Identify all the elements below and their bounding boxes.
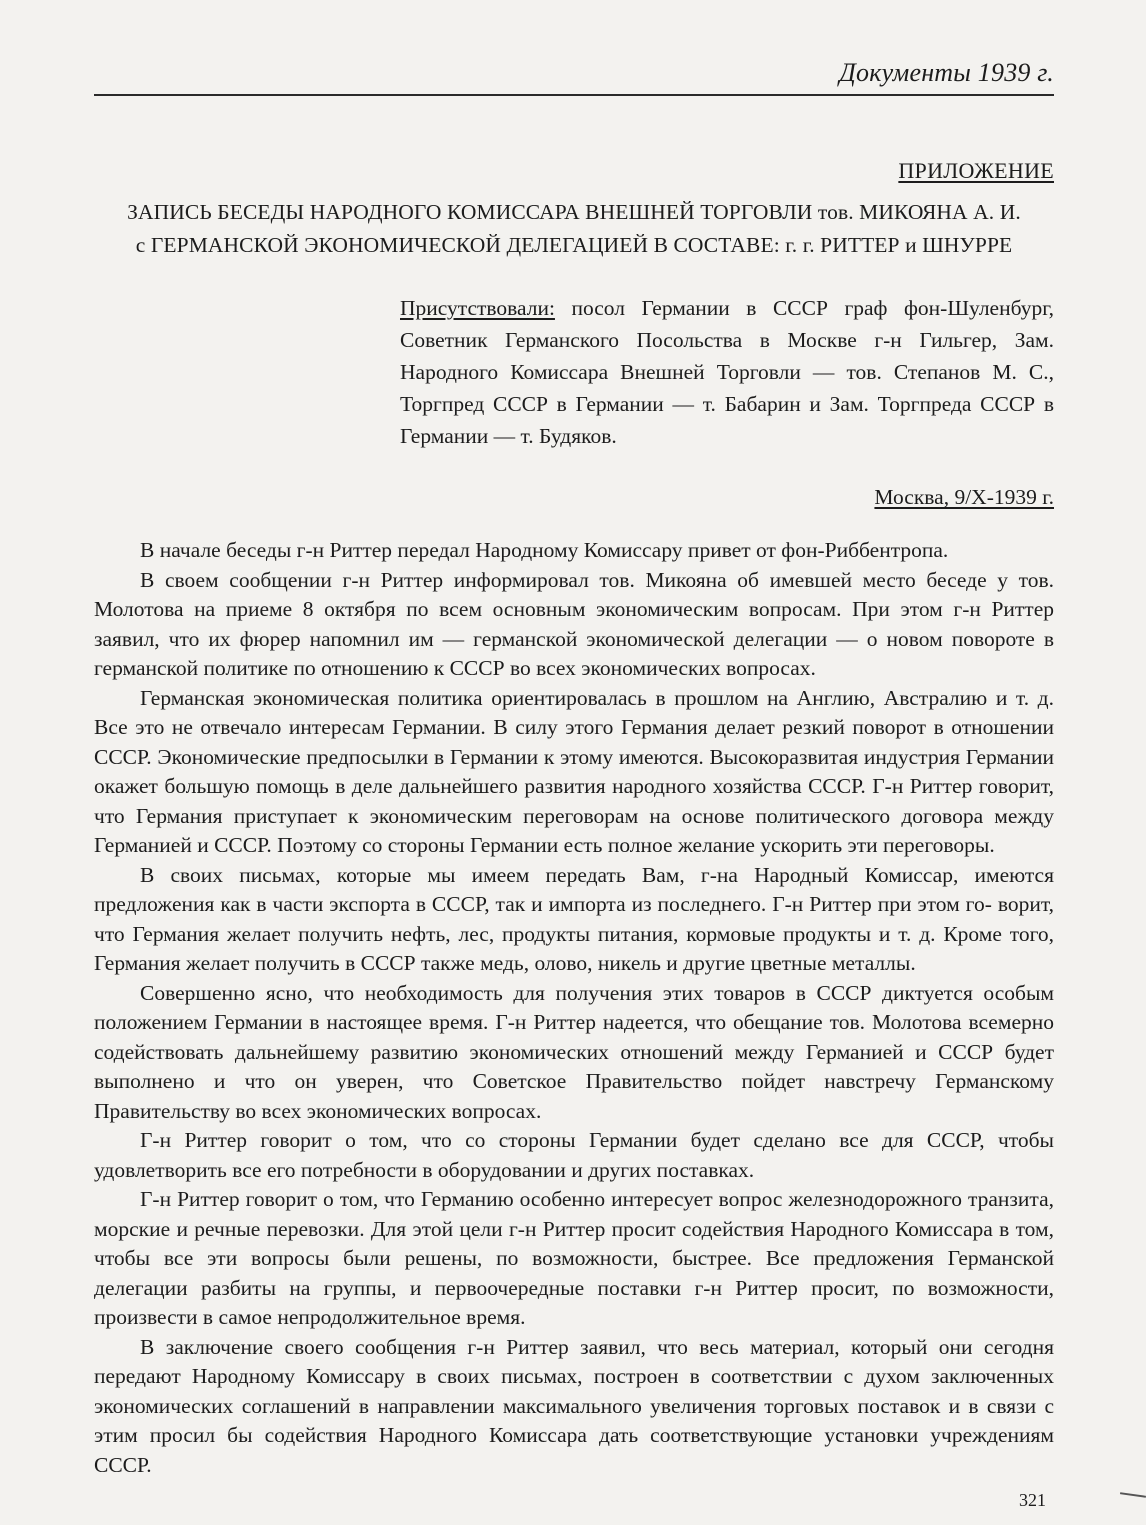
page-number: 321 — [1019, 1490, 1046, 1510]
attendees-block — [400, 292, 1054, 452]
attendees-label: Присутствовали: — [400, 296, 555, 320]
title-line-1: ЗАПИСЬ БЕСЕДЫ НАРОДНОГО КОМИССАРА ВНЕШНЕЙ ТОРГОВЛИ тов. МИКОЯНА А. И. — [127, 200, 1021, 224]
paragraph: Совершенно ясно, что необходимость для получения этих товаров в СССР диктуется особым положением Германии в настоящее время. Г-н Риттер надеется, что обещание тов. Молотова всемерно содействовать дальнейшему развитию экономических отношений между Германией и СССР будет выполнено и что он уверен, что Советское Правительство пойдет навстречу Германскому Правительству во всех экономических вопросах. — [94, 980, 1054, 1123]
title-line-2: с ГЕРМАНСКОЙ ЭКОНОМИЧЕСКОЙ ДЕЛЕГАЦИЕЙ В СОСТАВЕ: г. г. РИТТЕР и ШНУРРЕ — [135, 233, 1013, 257]
body-text — [94, 536, 1054, 1480]
attendees-text: посол Германии в СССР граф фон-Шуленбург, Советник Германского Посольства в Москве г-н Гильгер, Зам. Народного Комиссара Внешней Торговли — тов. Степанов М. С., Торгпред СССР в Германии — т. Бабарин и Зам. Торгпреда СССР в Германии — т. Будяков. — [400, 296, 1054, 448]
paragraph: В заключение своего сообщения г-н Риттер заявил, что весь материал, который они сегодня передают Народному Комиссару в своих письмах, построен в соответствии с духом заключенных экономических соглашений в направлении максимального увеличения торговых поставок и в связи с этим просил бы содействия Народного Комиссара дать соответствующие установки учреждениям СССР. — [94, 1334, 1054, 1477]
header-rule — [94, 94, 1054, 96]
paragraph: В начале беседы г-н Риттер передал Народному Комиссару привет от фон-Риббентропа. — [140, 538, 949, 562]
document-title — [94, 196, 1054, 262]
place-date: Москва, 9/X-1939 г. — [874, 485, 1054, 509]
paragraph: Г-н Риттер говорит о том, что Германию особенно интересует вопрос железнодорожного транзита, морские и речные перевозки. Для этой цели г-н Риттер просит содействия Народного Комиссара в том, чтобы все эти вопросы были решены, по возможности, быстрее. Все предложения Германской делегации разбиты на группы, и первоочередные поставки г-н Риттер просит, по возможности, произвести в самое непродолжительное время. — [94, 1187, 1054, 1329]
paragraph: В своем сообщении г-н Риттер информировал тов. Микояна об имевшей место беседе у тов. Молотова на приеме 8 октября по всем основным экономическим вопросам. При этом г-н Риттер заявил, что их фюрер напомнил им — германской экономической делегации — о новом повороте в германской политике по отношению к СССР во всех экономических вопросах. — [94, 567, 1054, 680]
page-edge-mark — [1120, 1492, 1146, 1498]
appendix-label: ПРИЛОЖЕНИЕ — [898, 158, 1054, 183]
running-title: Документы 1939 г. — [839, 58, 1054, 87]
paragraph: В своих письмах, которые мы имеем передать Вам, г-на Народный Комиссар, имеются предложения как в части экспорта в СССР, так и импорта из последнего. Г-н Риттер при этом го- ворит, что Германия желает получить нефть, лес, продукты питания, кормовые продукты и т. д. Кроме того, Германия желает получить в СССР также медь, олово, никель и другие цветные металлы. — [94, 862, 1054, 975]
paragraph: Германская экономическая политика ориентировалась в прошлом на Англию, Австралию и т. д. Все это не отвечало интересам Германии. В силу этого Германия делает резкий поворот в отношении СССР. Экономические предпосылки в Германии к этому имеются. Высокоразвитая индустрия Германии окажет большую помощь в деле дальнейшего развития народного хозяйства СССР. Г-н Риттер говорит, что Германия приступает к экономическим переговорам на основе политического договора между Германией и СССР. Поэтому со стороны Германии есть полное желание ускорить эти переговоры. — [94, 685, 1054, 857]
paragraph: Г-н Риттер говорит о том, что со стороны Германии будет сделано все для СССР, чтобы удовлетворить все его потребности в оборудовании и других поставках. — [94, 1128, 1054, 1182]
